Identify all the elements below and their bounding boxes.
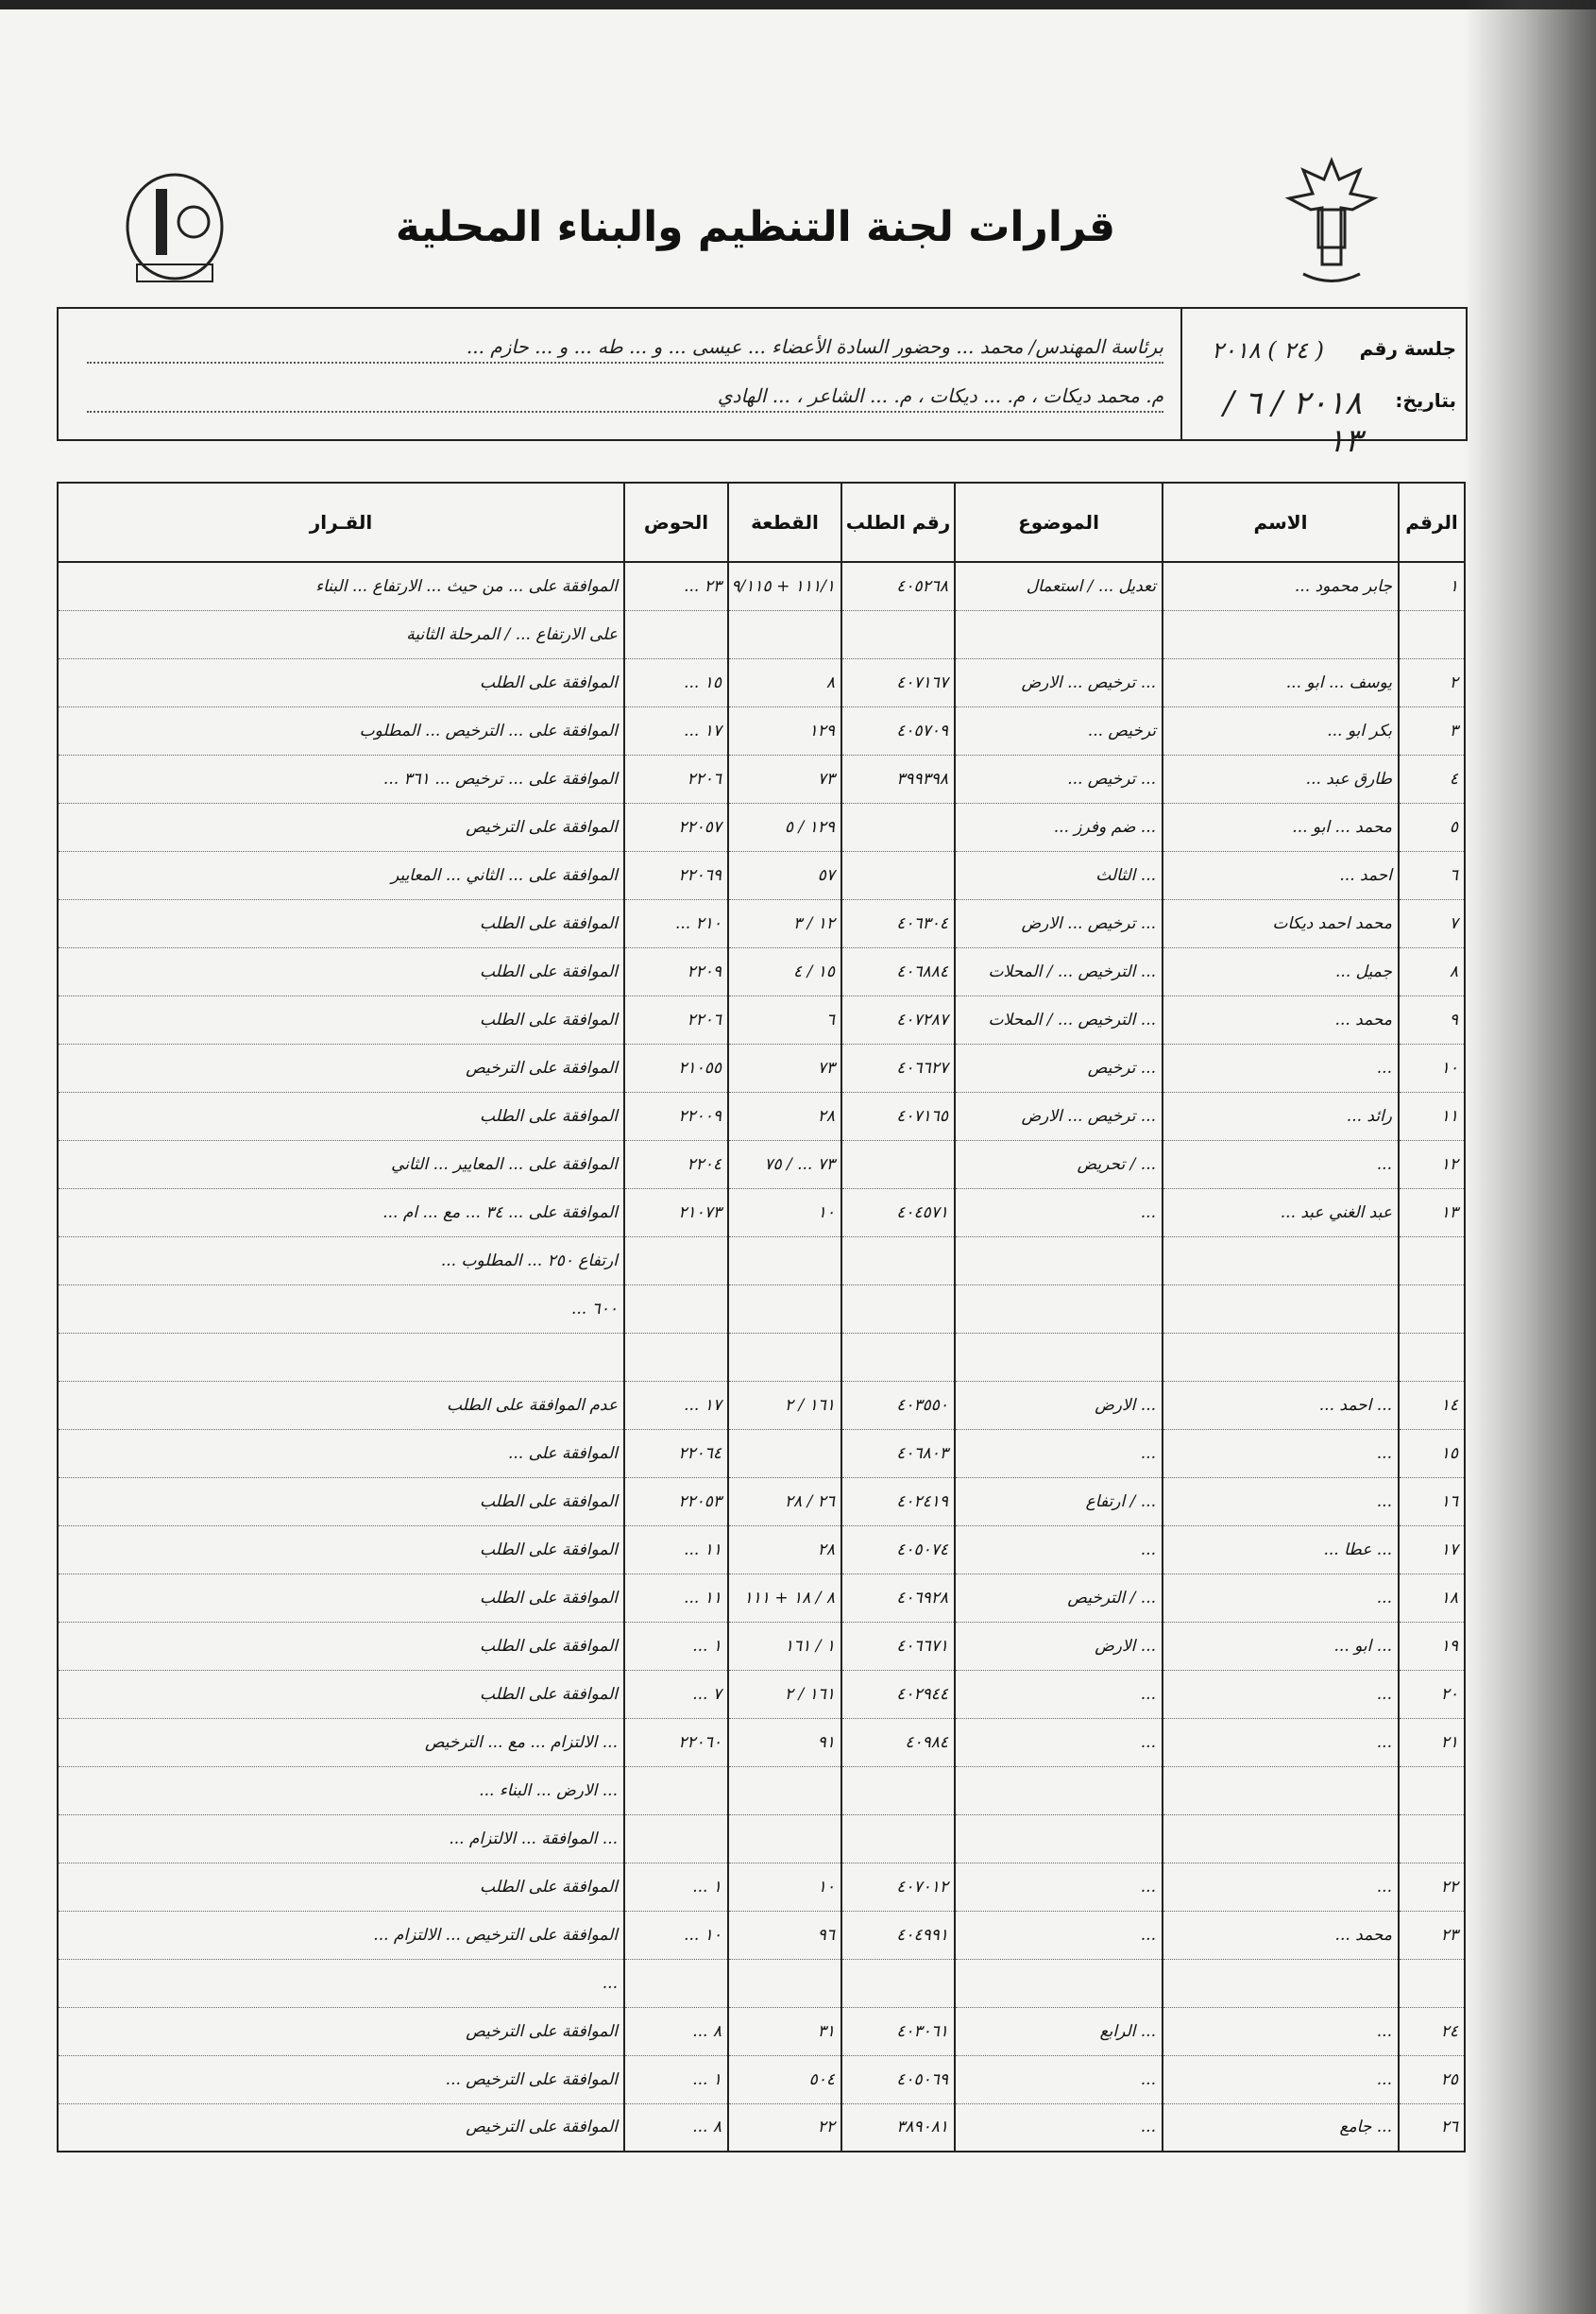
row-number-cell — [1399, 1766, 1465, 1814]
plot-cell — [728, 1814, 841, 1863]
decision-cell: الموافقة على الطلب — [58, 1574, 624, 1622]
plot-cell — [728, 1766, 841, 1814]
date-label: بتاريخ: — [1395, 389, 1456, 412]
request-number-cell: ٤٠٧٢٨٧ — [841, 995, 955, 1044]
request-number-cell — [841, 1959, 955, 2007]
request-number-cell: ٤٠٧٠١٢ — [841, 1863, 955, 1911]
request-number-cell: ٤٠٥٠٧٤ — [841, 1525, 955, 1574]
row-number-cell: ١٤ — [1399, 1381, 1465, 1429]
basin-cell — [624, 1766, 728, 1814]
request-number-cell: ٤٠٥٧٠٩ — [841, 706, 955, 755]
basin-cell: ٢٢٠٦ — [624, 755, 728, 803]
plot-cell: ١١١/١ + ٩/١١٥ — [728, 562, 841, 610]
decision-cell: الموافقة على الطلب — [58, 1477, 624, 1525]
subject-cell: ... / ارتفاع — [955, 1477, 1163, 1525]
page-title: قرارات لجنة التنظيم والبناء المحلية — [395, 203, 1116, 251]
subject-cell: ... — [955, 1188, 1163, 1236]
request-number-cell: ٤٠٥٠٦٩ — [841, 2055, 955, 2103]
applicant-name-cell — [1163, 1333, 1399, 1381]
decision-cell: الموافقة على الترخيص — [58, 2103, 624, 2152]
row-number-cell — [1399, 1236, 1465, 1285]
subject-cell: ... — [955, 1429, 1163, 1477]
row-number-cell: ١٢ — [1399, 1140, 1465, 1188]
applicant-name-cell: جميل ... — [1163, 947, 1399, 995]
row-number-cell: ٢٣ — [1399, 1911, 1465, 1959]
applicant-name-cell: طارق عبد ... — [1163, 755, 1399, 803]
applicant-name-cell: ... — [1163, 1718, 1399, 1766]
applicant-name-cell: رائد ... — [1163, 1092, 1399, 1140]
applicant-name-cell: محمد ... — [1163, 1911, 1399, 1959]
attendees-line-2: م. محمد ديكات ، م. ... ديكات ، م. ... الشاعر ، ... الهادي — [87, 384, 1163, 413]
row-number-cell: ٢٢ — [1399, 1863, 1465, 1911]
row-number-cell: ١١ — [1399, 1092, 1465, 1140]
table-header-row — [58, 483, 1465, 562]
plot-cell — [728, 1429, 841, 1477]
decision-cell: الموافقة على الطلب — [58, 1525, 624, 1574]
plot-cell — [728, 1959, 841, 2007]
request-number-cell: ٤٠٢٤١٩ — [841, 1477, 955, 1525]
table-row — [58, 1285, 1465, 1333]
decision-cell: الموافقة على ... — [58, 1429, 624, 1477]
row-number-cell — [1399, 1814, 1465, 1863]
table-row — [58, 1574, 1465, 1622]
applicant-name-cell: ... — [1163, 1477, 1399, 1525]
request-number-cell: ٤٠٣٠٦١ — [841, 2007, 955, 2055]
request-number-cell — [841, 1140, 955, 1188]
applicant-name-cell — [1163, 1766, 1399, 1814]
subject-cell: ... ترخيص ... — [955, 755, 1163, 803]
applicant-name-cell: ... — [1163, 2055, 1399, 2103]
table-row — [58, 706, 1465, 755]
plot-cell: ٥٠٤ — [728, 2055, 841, 2103]
decision-cell: الموافقة على الطلب — [58, 899, 624, 947]
basin-cell: ١٧ ... — [624, 1381, 728, 1429]
applicant-name-cell: ... — [1163, 1044, 1399, 1092]
plot-cell: ٩٦ — [728, 1911, 841, 1959]
basin-cell: ٢٢٠٤ — [624, 1140, 728, 1188]
plot-cell — [728, 610, 841, 658]
applicant-name-cell: ... عطا ... — [1163, 1525, 1399, 1574]
decision-cell: الموافقة على ... ٣٤ ... مع ... ام ... — [58, 1188, 624, 1236]
row-number-cell: ١ — [1399, 562, 1465, 610]
request-number-cell: ٤٠٧١٦٥ — [841, 1092, 955, 1140]
basin-cell — [624, 1814, 728, 1863]
scan-edge — [0, 0, 1596, 9]
table-row — [58, 2055, 1465, 2103]
session-label: جلسة رقم — [1359, 337, 1456, 360]
decision-cell: الموافقة على الترخيص — [58, 1044, 624, 1092]
applicant-name-cell: جابر محمود ... — [1163, 562, 1399, 610]
subject-cell: تعديل ... / استعمال — [955, 562, 1163, 610]
request-number-cell: ٤٠٦٣٠٤ — [841, 899, 955, 947]
subject-cell: ترخيص ... — [955, 706, 1163, 755]
applicant-name-cell — [1163, 1814, 1399, 1863]
table-row — [58, 1044, 1465, 1092]
row-number-cell: ٢٠ — [1399, 1670, 1465, 1718]
table-row — [58, 562, 1465, 610]
basin-cell: ٢٢٠٦٤ — [624, 1429, 728, 1477]
request-number-cell — [841, 1285, 955, 1333]
decision-cell: ... الالتزام ... مع ... الترخيص — [58, 1718, 624, 1766]
request-number-cell — [841, 1766, 955, 1814]
header-basin: الحوض — [624, 483, 728, 562]
table-row — [58, 1188, 1465, 1236]
basin-cell: ٢٢٠٥٧ — [624, 803, 728, 851]
basin-cell — [624, 610, 728, 658]
session-date: ٢٠١٨ / ٦ / ١٣ — [1223, 384, 1362, 460]
decision-cell: الموافقة على الطلب — [58, 1863, 624, 1911]
row-number-cell: ٦ — [1399, 851, 1465, 899]
table-row — [58, 1477, 1465, 1525]
subject-cell: ... ضم وفرز ... — [955, 803, 1163, 851]
row-number-cell: ٤ — [1399, 755, 1465, 803]
applicant-name-cell: ... — [1163, 1140, 1399, 1188]
subject-cell: ... الرابع — [955, 2007, 1163, 2055]
table-row — [58, 755, 1465, 803]
plot-cell: ١٢٩ / ٥ — [728, 803, 841, 851]
basin-cell: ٢٢٠٥٣ — [624, 1477, 728, 1525]
applicant-name-cell: ... ابو ... — [1163, 1622, 1399, 1670]
table-row — [58, 1863, 1465, 1911]
decision-cell: الموافقة على الطلب — [58, 658, 624, 706]
table-row — [58, 899, 1465, 947]
plot-cell: ١٢٩ — [728, 706, 841, 755]
applicant-name-cell: ... — [1163, 1574, 1399, 1622]
basin-cell: ٨ ... — [624, 2007, 728, 2055]
row-number-cell: ١٨ — [1399, 1574, 1465, 1622]
row-number-cell: ١٩ — [1399, 1622, 1465, 1670]
decision-cell: الموافقة على الترخيص — [58, 803, 624, 851]
basin-cell: ١١ ... — [624, 1525, 728, 1574]
applicant-name-cell: محمد ... ابو ... — [1163, 803, 1399, 851]
plot-cell: ١٦١ / ٢ — [728, 1381, 841, 1429]
row-number-cell: ١٣ — [1399, 1188, 1465, 1236]
plot-cell: ٨ — [728, 658, 841, 706]
applicant-name-cell: ... — [1163, 2007, 1399, 2055]
subject-cell — [955, 1285, 1163, 1333]
subject-cell — [955, 1814, 1163, 1863]
header-name: الاسم — [1163, 483, 1399, 562]
header-subject: الموضوع — [955, 483, 1163, 562]
decision-cell: ... الارض ... البناء ... — [58, 1766, 624, 1814]
subject-cell — [955, 1236, 1163, 1285]
table-row — [58, 1381, 1465, 1429]
basin-cell — [624, 1236, 728, 1285]
decision-cell: على الارتفاع ... / المرحلة الثانية — [58, 610, 624, 658]
subject-cell: ... — [955, 2103, 1163, 2152]
request-number-cell: ٤٠٦٦٢٧ — [841, 1044, 955, 1092]
basin-cell: ١١ ... — [624, 1574, 728, 1622]
applicant-name-cell: ... — [1163, 1670, 1399, 1718]
request-number-cell: ٣٨٩٠٨١ — [841, 2103, 955, 2152]
subject-cell: ... — [955, 1863, 1163, 1911]
applicant-name-cell: محمد احمد ديكات — [1163, 899, 1399, 947]
request-number-cell: ٤٠٤٩٩١ — [841, 1911, 955, 1959]
request-number-cell: ٤٠٩٨٤ — [841, 1718, 955, 1766]
table-row — [58, 610, 1465, 658]
basin-cell: ٢١٠ ... — [624, 899, 728, 947]
table-row — [58, 1814, 1465, 1863]
decision-cell: ... — [58, 1959, 624, 2007]
row-number-cell: ٢ — [1399, 658, 1465, 706]
applicant-name-cell — [1163, 1236, 1399, 1285]
basin-cell: ٢١٠٥٥ — [624, 1044, 728, 1092]
decisions-table — [57, 482, 1466, 2152]
subject-cell: ... ترخيص ... الارض — [955, 899, 1163, 947]
row-number-cell — [1399, 610, 1465, 658]
plot-cell: ٥٧ — [728, 851, 841, 899]
table-row — [58, 851, 1465, 899]
table-row — [58, 1959, 1465, 2007]
table-row — [58, 1718, 1465, 1766]
request-number-cell: ٣٩٩٣٩٨ — [841, 755, 955, 803]
plot-cell — [728, 1333, 841, 1381]
table-row — [58, 1670, 1465, 1718]
subject-cell — [955, 610, 1163, 658]
basin-cell — [624, 1285, 728, 1333]
decision-cell: الموافقة على الطلب — [58, 947, 624, 995]
table-row — [58, 1525, 1465, 1574]
table-row — [58, 1092, 1465, 1140]
row-number-cell: ٢٦ — [1399, 2103, 1465, 2152]
decision-cell: الموافقة على ... المعايير ... الثاني — [58, 1140, 624, 1188]
basin-cell — [624, 1333, 728, 1381]
plot-cell: ١٥ / ٤ — [728, 947, 841, 995]
subject-cell: ... — [955, 2055, 1163, 2103]
request-number-cell: ٤٠٧١٦٧ — [841, 658, 955, 706]
applicant-name-cell: يوسف ... ابو ... — [1163, 658, 1399, 706]
plot-cell: ٧٣ — [728, 1044, 841, 1092]
decision-cell: عدم الموافقة على الطلب — [58, 1381, 624, 1429]
applicant-name-cell: ... — [1163, 1429, 1399, 1477]
request-number-cell — [841, 1814, 955, 1863]
decision-cell: الموافقة على الطلب — [58, 1622, 624, 1670]
table-row — [58, 947, 1465, 995]
table-row — [58, 2103, 1465, 2152]
basin-cell: ٨ ... — [624, 2103, 728, 2152]
row-number-cell: ١٦ — [1399, 1477, 1465, 1525]
subject-cell: ... الترخيص ... / المحلات — [955, 947, 1163, 995]
subject-cell: ... — [955, 1911, 1163, 1959]
plot-cell: ١٦١ / ٢ — [728, 1670, 841, 1718]
plot-cell: ١ / ١٦١ — [728, 1622, 841, 1670]
decision-cell: الموافقة على الطلب — [58, 1092, 624, 1140]
plot-cell: ٧٣ — [728, 755, 841, 803]
decision-cell: الموافقة على الترخيص ... — [58, 2055, 624, 2103]
decision-cell: الموافقة على ... ترخيص ... ٣٦١ ... — [58, 755, 624, 803]
subject-cell — [955, 1333, 1163, 1381]
request-number-cell — [841, 803, 955, 851]
request-number-cell — [841, 610, 955, 658]
decision-cell: الموافقة على ... الثاني ... المعايير — [58, 851, 624, 899]
request-number-cell: ٤٠٣٥٥٠ — [841, 1381, 955, 1429]
table-row — [58, 1429, 1465, 1477]
subject-cell: ... الارض — [955, 1381, 1163, 1429]
applicant-name-cell — [1163, 610, 1399, 658]
decision-cell: الموافقة على الطلب — [58, 995, 624, 1044]
decision-cell: الموافقة على الترخيص — [58, 2007, 624, 2055]
request-number-cell — [841, 1236, 955, 1285]
table-row — [58, 1766, 1465, 1814]
applicant-name-cell: احمد ... — [1163, 851, 1399, 899]
basin-cell: ٢١٠٧٣ — [624, 1188, 728, 1236]
row-number-cell: ١٠ — [1399, 1044, 1465, 1092]
request-number-cell: ٤٠٦٩٢٨ — [841, 1574, 955, 1622]
request-number-cell: ٤٠٤٥٧١ — [841, 1188, 955, 1236]
scan-shadow — [1464, 0, 1596, 2314]
attendees-line-1: برئاسة المهندس/ محمد ... وحضور السادة الأعضاء ... عيسى ... و ... طه ... و ... حازم ... — [87, 335, 1163, 364]
applicant-name-cell: ... — [1163, 1863, 1399, 1911]
applicant-name-cell — [1163, 1959, 1399, 2007]
table-row — [58, 1622, 1465, 1670]
session-info-box — [57, 307, 1468, 460]
plot-cell: ٦ — [728, 995, 841, 1044]
basin-cell: ٢٣ ... — [624, 562, 728, 610]
row-number-cell: ١٥ — [1399, 1429, 1465, 1477]
basin-cell: ٢٢٠٦٩ — [624, 851, 728, 899]
row-number-cell — [1399, 1333, 1465, 1381]
row-number-cell — [1399, 1959, 1465, 2007]
applicant-name-cell: عبد الغني عبد ... — [1163, 1188, 1399, 1236]
subject-cell: ... ترخيص ... الارض — [955, 658, 1163, 706]
eagle-emblem-icon — [1284, 151, 1379, 293]
row-number-cell: ٣ — [1399, 706, 1465, 755]
plot-cell: ٨ / ١٨ + ١١١ — [728, 1574, 841, 1622]
header-decision: القـرار — [58, 483, 624, 562]
header-request-number: رقم الطلب — [841, 483, 955, 562]
row-number-cell: ٧ — [1399, 899, 1465, 947]
table-row — [58, 1333, 1465, 1381]
subject-cell — [955, 1766, 1163, 1814]
plot-cell: ٢٨ — [728, 1092, 841, 1140]
subject-cell: ... / تحريض — [955, 1140, 1163, 1188]
decision-cell: الموافقة على ... الترخيص ... المطلوب — [58, 706, 624, 755]
basin-cell — [624, 1959, 728, 2007]
decision-cell: ... الموافقة ... الالتزام ... — [58, 1814, 624, 1863]
applicant-name-cell: محمد ... — [1163, 995, 1399, 1044]
subject-cell — [955, 1959, 1163, 2007]
request-number-cell — [841, 1333, 955, 1381]
subject-cell: ... الثالث — [955, 851, 1163, 899]
decision-cell: الموافقة على الترخيص ... الالتزام ... — [58, 1911, 624, 1959]
subject-cell: ... ترخيص ... الارض — [955, 1092, 1163, 1140]
table-body — [58, 562, 1465, 2152]
subject-cell: ... / الترخيص — [955, 1574, 1163, 1622]
plot-cell: ٩١ — [728, 1718, 841, 1766]
request-number-cell: ٤٠٦٨٨٤ — [841, 947, 955, 995]
plot-cell: ١٠ — [728, 1863, 841, 1911]
plot-cell — [728, 1236, 841, 1285]
row-number-cell: ٨ — [1399, 947, 1465, 995]
request-number-cell: ٤٠٦٦٧١ — [841, 1622, 955, 1670]
plot-cell: ٣١ — [728, 2007, 841, 2055]
plot-cell: ٢٨ — [728, 1525, 841, 1574]
request-number-cell: ٤٠٦٨٠٣ — [841, 1429, 955, 1477]
table-row — [58, 658, 1465, 706]
session-number: ( ٢٤ ) ٢٠١٨ — [1212, 337, 1324, 364]
table-row — [58, 1236, 1465, 1285]
row-number-cell: ٢٥ — [1399, 2055, 1465, 2103]
table-row — [58, 2007, 1465, 2055]
plot-cell: ٧٣ ... / ٧٥ — [728, 1140, 841, 1188]
basin-cell: ١ ... — [624, 1863, 728, 1911]
applicant-name-cell: بكر ابو ... — [1163, 706, 1399, 755]
table-row — [58, 995, 1465, 1044]
basin-cell: ٧ ... — [624, 1670, 728, 1718]
applicant-name-cell: ... احمد ... — [1163, 1381, 1399, 1429]
row-number-cell: ٥ — [1399, 803, 1465, 851]
subject-cell: ... — [955, 1670, 1163, 1718]
municipality-logo-icon — [104, 170, 246, 293]
session-meta — [1180, 309, 1466, 460]
header-plot: القطعة — [728, 483, 841, 562]
row-number-cell: ٩ — [1399, 995, 1465, 1044]
decision-cell: الموافقة على ... من حيث ... الارتفاع ... البناء — [58, 562, 624, 610]
applicant-name-cell — [1163, 1285, 1399, 1333]
plot-cell: ٢٢ — [728, 2103, 841, 2152]
table-row — [58, 803, 1465, 851]
row-number-cell: ١٧ — [1399, 1525, 1465, 1574]
basin-cell: ٢٢٠٦ — [624, 995, 728, 1044]
subject-cell: ... الارض — [955, 1622, 1163, 1670]
decision-cell: الموافقة على الطلب — [58, 1670, 624, 1718]
decision-cell — [58, 1333, 624, 1381]
subject-cell: ... — [955, 1525, 1163, 1574]
applicant-name-cell: ... جامع — [1163, 2103, 1399, 2152]
basin-cell: ٢٢٠٦٠ — [624, 1718, 728, 1766]
table-row — [58, 1911, 1465, 1959]
decision-cell: ارتفاع ٢٥٠ ... المطلوب ... — [58, 1236, 624, 1285]
basin-cell: ١٥ ... — [624, 658, 728, 706]
request-number-cell — [841, 851, 955, 899]
subject-cell: ... — [955, 1718, 1163, 1766]
plot-cell: ١٢ / ٣ — [728, 899, 841, 947]
row-number-cell — [1399, 1285, 1465, 1333]
request-number-cell: ٤٠٢٩٤٤ — [841, 1670, 955, 1718]
basin-cell: ١٠ ... — [624, 1911, 728, 1959]
row-number-cell: ٢١ — [1399, 1718, 1465, 1766]
request-number-cell: ٤٠٥٢٦٨ — [841, 562, 955, 610]
basin-cell: ٢٢٠٠٩ — [624, 1092, 728, 1140]
table-row — [58, 1140, 1465, 1188]
row-number-cell: ٢٤ — [1399, 2007, 1465, 2055]
basin-cell: ١٧ ... — [624, 706, 728, 755]
decision-cell: ٦٠٠ ... — [58, 1285, 624, 1333]
basin-cell: ١ ... — [624, 1622, 728, 1670]
subject-cell: ... الترخيص ... / المحلات — [955, 995, 1163, 1044]
header-number: الرقم — [1399, 483, 1465, 562]
subject-cell: ... ترخيص — [955, 1044, 1163, 1092]
plot-cell — [728, 1285, 841, 1333]
basin-cell: ١ ... — [624, 2055, 728, 2103]
basin-cell: ٢٢٠٩ — [624, 947, 728, 995]
plot-cell: ١٠ — [728, 1188, 841, 1236]
plot-cell: ٢٦ / ٢٨ — [728, 1477, 841, 1525]
